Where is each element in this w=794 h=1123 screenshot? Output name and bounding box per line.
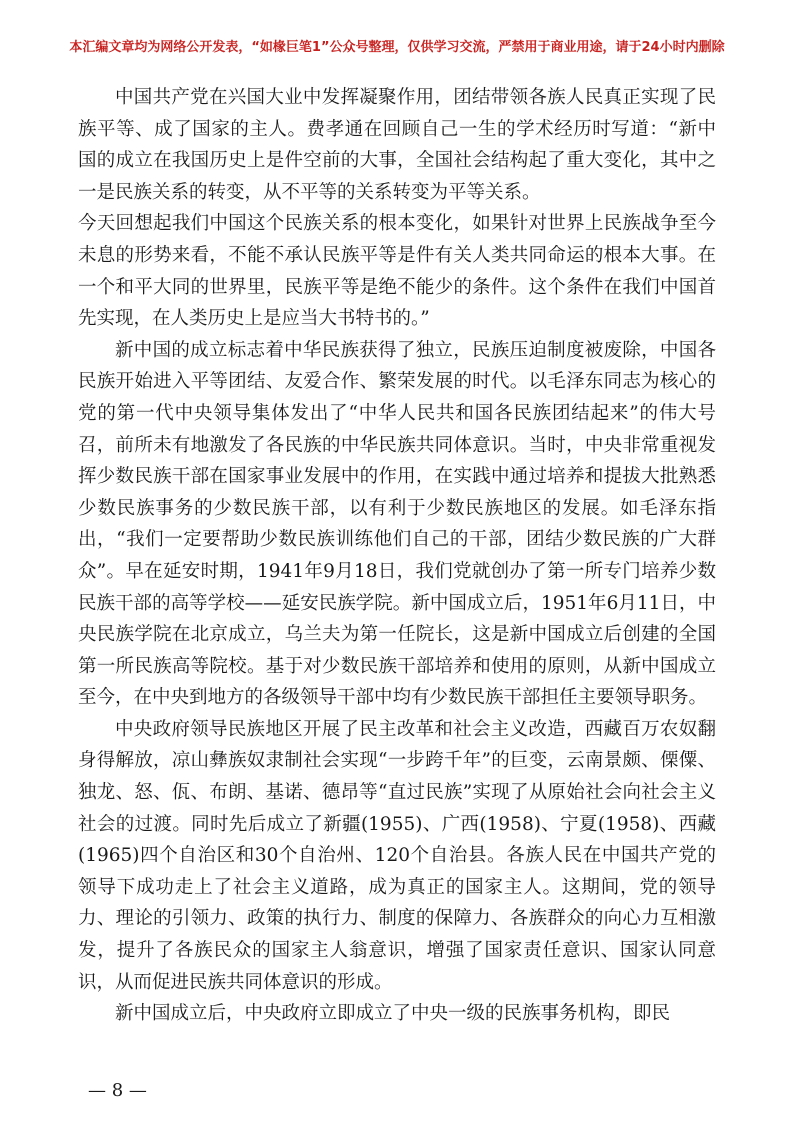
header-notice: 本汇编文章均为网络公开发表，“如椽巨笔1”公众号整理，仅供学习交流，严禁用于商业用途，请于24小时内删除 (69, 40, 725, 55)
paragraph: 新中国成立后，中央政府立即成立了中央一级的民族事务机构，即民 (115, 1003, 671, 1025)
page-number: — 8 — (88, 1080, 147, 1101)
paragraph: 中国共产党在兴国大业中发挥凝聚作用，团结带领各族人民真正实现了民族平等、成了国家的主人。费孝通在回顾自己一生的学术经历时写道：“新中国的成立在我国历史上是件空前的大事，全国社会结构起了重大变化，其中之一是民族关系的转变，从不平等的关系转变为平等关系。 (78, 87, 716, 203)
paragraph: 今天回想起我们中国这个民族关系的根本变化，如果针对世界上民族战争至今未息的形势来看，不能不承认民族平等是件有关人类共同命运的根本大事。在一个和平大同的世界里，民族平等是绝不能少的条件。这个条件在我们中国首先实现，在人类历史上是应当大书特书的。” (78, 213, 716, 330)
paragraph: 中央政府领导民族地区开展了民主改革和社会主义改造，西藏百万农奴翻身得解放，凉山彝族奴隶制社会实现“一步跨千年”的巨变，云南景颇、傈僳、独龙、怒、佤、布朗、基诺、德昂等“直过民族”实现了从原始社会向社会主义社会的过渡。同时先后成立了新疆(1955)、广西(1958)、宁夏(1958)、西藏(1965)四个自治区和30个自治州、120个自治县。各族人民在中国共产党的领导下成功走上了社会主义道路，成为真正的国家主人。这期间，党的领导力、理论的引领力、政策的执行力、制度的保障力、各族群众的向心力互相激发，提升了各族民众的国家主人翁意识，增强了国家责任意识、国家认同意识，从而促进民族共同体意识的形成。 (78, 718, 716, 993)
paragraph: 新中国的成立标志着中华民族获得了独立，民族压迫制度被废除，中国各民族开始进入平等团结、友爱合作、繁荣发展的时代。以毛泽东同志为核心的党的第一代中央领导集体发出了“中华人民共和国各民族团结起来”的伟大号召，前所未有地激发了各民族的中华民族共同体意识。当时，中央非常重视发挥少数民族干部在国家事业发展中的作用，在实践中通过培养和提拔大批熟悉少数民族事务的少数民族干部，以有利于少数民族地区的发展。如毛泽东指出，“我们一定要帮助少数民族训练他们自己的干部，团结少数民族的广大群众”。早在延安时期，1941年9月18日，我们党就创办了第一所专门培养少数民族干部的高等学校——延安民族学院。新中国成立后，1951年6月11日，中央民族学院在北京成立，乌兰夫为第一任院长，这是新中国成立后创建的全国第一所民族高等院校。基于对少数民族干部培养和使用的原则，从新中国成立至今，在中央到地方的各级领导干部中均有少数民族干部担任主要领导职务。 (78, 339, 716, 709)
article-body (78, 82, 716, 1030)
